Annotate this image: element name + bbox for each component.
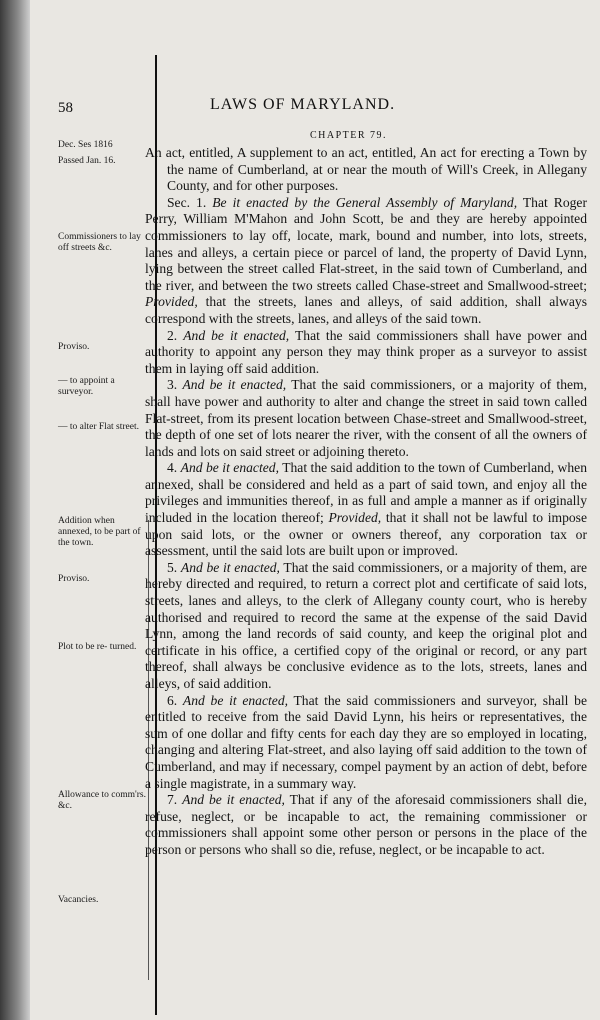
margin-note-passed: Passed Jan. 16. xyxy=(58,156,116,166)
book-binding-shadow xyxy=(0,0,30,1020)
section-5: 5. And be it enacted, That the said commissioners, or a majority of them, are hereby directed and required, to return a correct plot and certificate of said lots, streets, lanes and alleys, to the clerk of Allegany county court, who is hereby authorised and required to record the same at the expense of the said David Lynn, among the land records of said county, and keep the original plot and certificate in his office, a certified copy of the original or record, or any part thereof, shall always be conclusive evidence as to the lots, streets, lanes and alleys, of said addition. xyxy=(145,559,588,691)
law-text xyxy=(145,145,587,859)
margin-note-allowance: Allowance to comm'rs. &c. xyxy=(58,790,146,811)
section-7: 7. And be it enacted, That if any of the aforesaid commissioners shall die, refuse, neglect, or be incapable to act, the remaining commissioner or commissioners shall appoint some other person or persons in the place of the person or persons who shall so die, refuse, neglect, or be incapable to act. xyxy=(145,792,587,857)
margin-note-plot: Plot to be re- turned. xyxy=(58,642,137,652)
section-6: 6. And be it enacted, That the said commissioners and surveyor, shall be entitled to receive from the said David Lynn, his heirs or representatives, the sum of one dollar and fifty cents for each day they are so employed in locating, changing and altering Flat-street, and also laying off said addition to the town of Cumberland, and may if necessary, compel payment by an action of debt, before a single magistrate, in a summary way. xyxy=(145,692,588,791)
margin-note-proviso-2: Proviso. xyxy=(58,574,90,584)
section-3: 3. And be it enacted, That the said commissioners, or a majority of them, shall have power and authority to alter and change the street in said town called Flat-street, from its present location between Chase-street and Smallwood-street, the depth of one set of lots nearer the river, with the consent of all the owners of lands and lots on said street or adjoining thereto. xyxy=(145,377,587,459)
margin-note-commissioners: Commissioners to lay off streets &c. xyxy=(58,232,141,253)
margin-note-vacancies: Vacancies. xyxy=(58,895,99,905)
section-4: 4. And be it enacted, That the said addition to the town of Cumberland, when annexed, shall be considered and held as a part of said town, and enjoy all the privileges and immunities thereof, in as full and ample a manner as if originally included in the location thereof; Provided, that it shall not be lawful to impose upon said lots, or the owner or owners thereof, any corporation tax or assessment, until the said lots are built upon or improved. xyxy=(145,460,587,559)
act-title: An act, entitled, A supplement to an act, entitled, An act for erecting a Town by the name of Cumberland, at or near the mouth of Will's Creek, in Allegany County, and for other purposes. xyxy=(145,145,587,194)
running-head: LAWS OF MARYLAND. xyxy=(210,96,396,113)
chapter-heading: CHAPTER 79. xyxy=(310,130,388,141)
margin-note-proviso: Proviso. xyxy=(58,342,90,352)
margin-note-addition: Addition when annexed, to be part of the town. xyxy=(58,516,141,548)
margin-note-session: Dec. Ses 1816 xyxy=(58,140,113,150)
margin-note-surveyor: — to appoint a surveyor. xyxy=(58,376,115,397)
section-2: 2. And be it enacted, That the said commissioners shall have power and authority to appoint any person they may think proper as a surveyor to assist them in laying off said addition. xyxy=(145,327,587,376)
section-1: Sec. 1. Be it enacted by the General Assembly of Maryland, That Roger Perry, William M'Mahon and John Scott, be and they are hereby appointed commissioners to lay off, locate, mark, bound and number, into lots, streets, lanes and alleys, a certain piece or parcel of land, the property of David Lynn, lying between the street called Flat-street, in the said town of Cumberland, and the river, and between the two streets called Chase-street and Smallwood-street; Provided, that the streets, lanes and alleys, of said addition, shall always correspond with the streets, lanes, and alleys of the said town. xyxy=(145,194,587,326)
page-number: 58 xyxy=(58,100,73,116)
margin-note-alter-street: — to alter Flat street. xyxy=(58,422,139,432)
